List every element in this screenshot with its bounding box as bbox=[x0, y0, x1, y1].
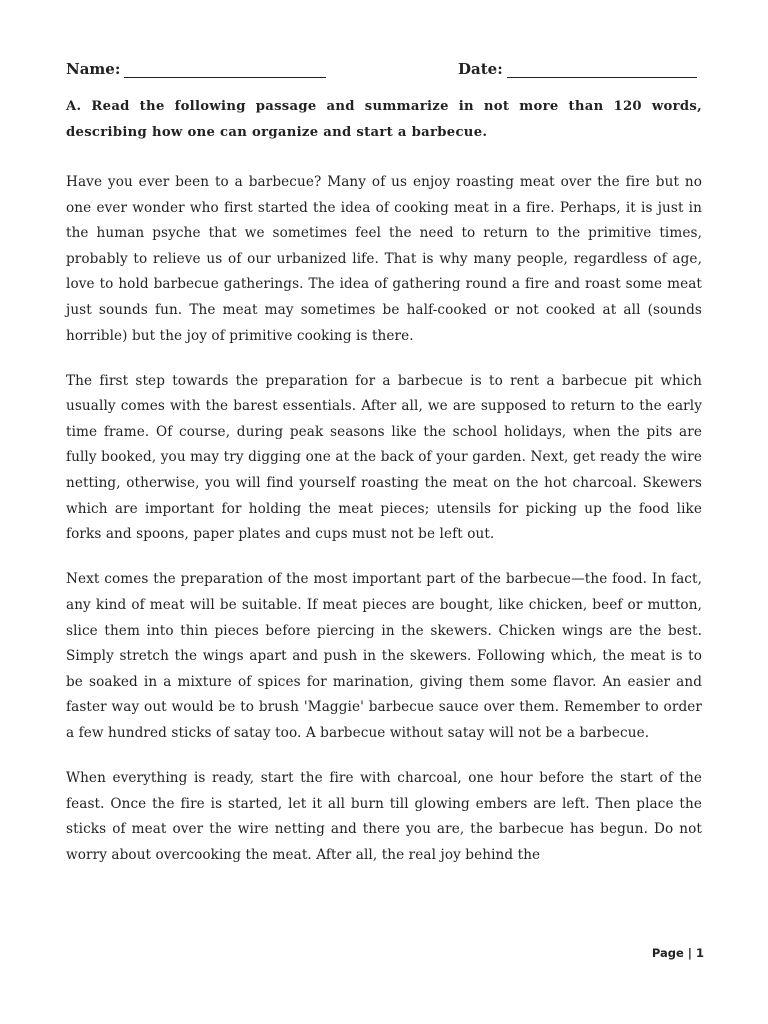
date-field bbox=[458, 60, 697, 78]
name-field bbox=[66, 60, 326, 78]
passage-paragraph-1: Have you ever been to a barbecue? Many of us enjoy roasting meat over the fire but no one ever wonder who first started the idea of cooking meat in a fire. Perhaps, it is just in the human psyche that we sometimes feel the need to return to the primitive times, probably to relieve us of our urbanized life. That is why many people, regardless of age, love to hold barbecue gatherings. The idea of gathering round a fire and roast some meat just sounds fun. The meat may sometimes be half-cooked or not cooked at all (sounds horrible) but the joy of primitive cooking is there. bbox=[66, 174, 702, 344]
name-blank-line[interactable] bbox=[124, 61, 326, 78]
name-label: Name: bbox=[66, 60, 121, 78]
passage-paragraph-3: Next comes the preparation of the most important part of the barbecue—the food. In fact, any kind of meat will be suitable. If meat pieces are bought, like chicken, beef or mutton, slice them into thin pieces before piercing in the skewers. Chicken wings are the best. Simply stretch the wings apart and push in the skewers. Following which, the meat is to be soaked in a mixture of spices for marination, giving them some flavor. An easier and faster way out would be to brush 'Maggie' barbecue sauce over them. Remember to order a few hundred sticks of satay too. A barbecue without satay will not be a barbecue. bbox=[66, 571, 702, 741]
passage-paragraph-4: When everything is ready, start the fire with charcoal, one hour before the start of the feast. Once the fire is started, let it all burn till glowing embers are left. Then place the sticks of meat over the wire netting and there you are, the barbecue has begun. Do not worry about overcooking the meat. After all, the real joy behind the bbox=[66, 769, 702, 863]
date-label: Date: bbox=[458, 60, 503, 78]
instruction-text: A. Read the following passage and summarize in not more than 120 words, describing how one can organize and start a barbecue. bbox=[66, 99, 702, 140]
passage-paragraph-2: The first step towards the preparation for a barbecue is to rent a barbecue pit which usually comes with the barest essentials. After all, we are supposed to return to the early time frame. Of course, during peak seasons like the school holidays, when the pits are fully booked, you may try digging one at the back of your garden. Next, get ready the wire netting, otherwise, you will find yourself roasting the meat on the hot charcoal. Skewers which are important for holding the meat pieces; utensils for picking up the food like forks and spoons, paper plates and cups must not be left out. bbox=[66, 372, 702, 543]
worksheet-header bbox=[66, 60, 702, 82]
passage bbox=[66, 170, 702, 888]
date-blank-line[interactable] bbox=[507, 61, 697, 78]
page-number: Page | 1 bbox=[651, 946, 704, 960]
